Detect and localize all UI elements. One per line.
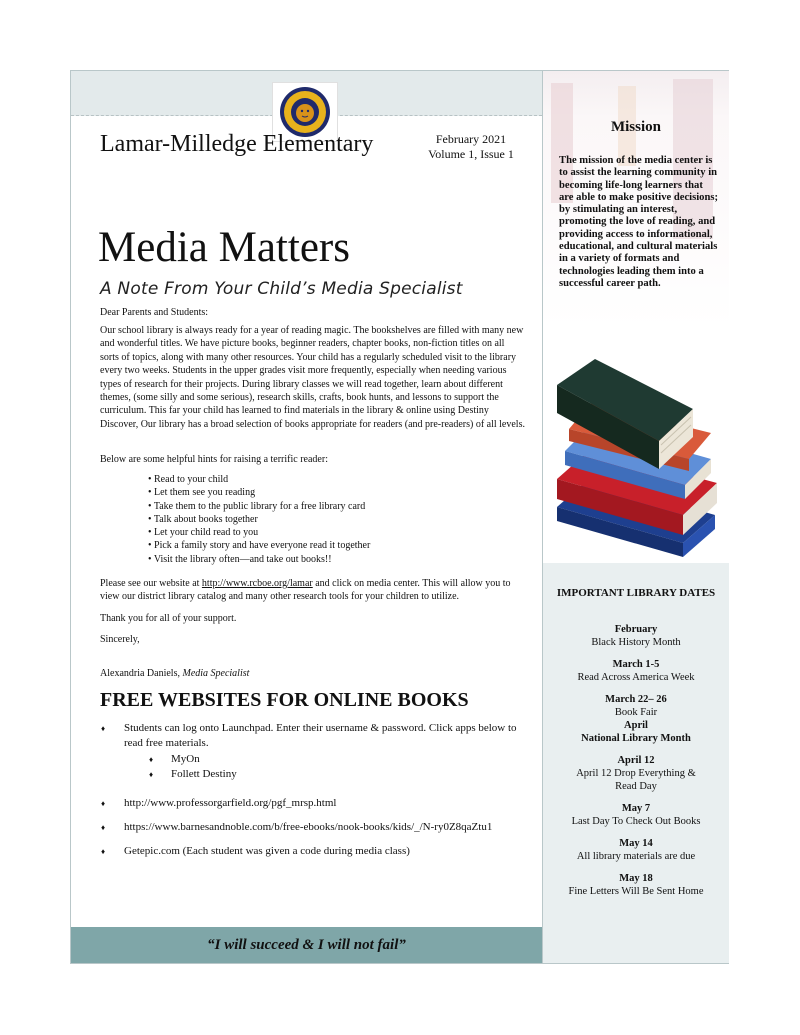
dates-title: IMPORTANT LIBRARY DATES [556, 587, 716, 599]
date-label: May 7 [621, 803, 651, 814]
dates-list [549, 623, 723, 907]
list-item [97, 796, 527, 811]
date-entry [549, 802, 723, 828]
list-item [124, 752, 527, 767]
issue-volume: Volume 1, Issue 1 [428, 147, 514, 161]
website-text-before: Please see our website at [100, 578, 202, 589]
date-entry [549, 693, 723, 719]
intro-paragraph: Our school library is always ready for a year of reading magic. The bookshelves are filled with many new and wonderful titles. We have picture books, beginner readers, chapter books, non-fiction titles on all sorts of topics, along with many other resources. Your child has a regularly scheduled visit to the library every two weeks. Students in the upper grades visit more frequently, especially when needing various types of research for their projects. During library classes we will read together, learn about different themes, (some silly and some serious), research skills, crafts, book hunts, and lessons to support the curriculum. This far your child has learned to find materials in the library & online using Destiny Discover, Our library has a broad selection of books appropriate for readers (and pre-readers) of all levels. [100, 325, 525, 430]
barnes-noble-link[interactable]: https://www.barnesandnoble.com/b/free-ebooks/nook-books/kids/_/N-ry0Z8qaZtu1 [124, 821, 493, 833]
date-label: May 18 [619, 873, 653, 884]
signature-name: Alexandria Daniels, [100, 668, 183, 679]
school-name: Lamar-Milledge Elementary [100, 131, 374, 157]
date-label: March 1-5 [612, 659, 660, 670]
date-event: All library materials are due [576, 851, 696, 862]
date-label: May 14 [619, 838, 653, 849]
date-event: Fine Letters Will Be Sent Home [568, 886, 704, 897]
list-item: • Read to your child [148, 473, 370, 486]
list-item: • Pick a family story and have everyone read it together [148, 539, 370, 552]
list-item [97, 721, 527, 782]
newsletter-title: Media Matters [98, 224, 350, 271]
issue-date: February 2021 [435, 132, 507, 146]
date-label: April [624, 720, 648, 731]
date-event: Read Across America Week [577, 672, 695, 683]
signature [100, 667, 525, 680]
list-item [97, 844, 527, 859]
diamond-bullet-icon: ♦ [149, 755, 154, 764]
issue-info [411, 132, 531, 162]
hints-list [148, 473, 370, 566]
getepic-text: Getepic.com (Each student was given a code during media class) [124, 845, 410, 857]
books-stack-image [543, 329, 729, 563]
date-event: Book Fair [614, 707, 658, 718]
diamond-bullet-icon: ♦ [101, 799, 106, 808]
newsletter-page [70, 70, 729, 964]
date-entry [549, 623, 723, 649]
quote-text: “I will succeed & I will not fail” [207, 936, 406, 953]
diamond-bullet-icon: ♦ [101, 724, 106, 733]
website-link[interactable]: http://www.rcboe.org/lamar [201, 578, 313, 589]
date-entry [549, 837, 723, 863]
quote-banner [71, 927, 542, 963]
newsletter-subtitle: A Note From Your Child’s Media Specialist [100, 279, 463, 299]
mission-box [543, 71, 729, 329]
list-item: • Visit the library often—and take out books!! [148, 553, 370, 566]
diamond-bullet-icon: ♦ [101, 847, 106, 856]
mission-text: The mission of the media center is to assist the learning community in becoming life-long learners that are able to make positive decisions; by stimulating an interest, promoting the love of reading, and providing access to informational, educational, and cultural materials in a variety of formats and technologies leading them into a successful career path. [559, 155, 718, 289]
date-entry [549, 754, 723, 793]
diamond-bullet-icon: ♦ [149, 770, 154, 779]
date-event: Last Day To Check Out Books [571, 816, 701, 827]
launchpad-text: Students can log onto Launchpad. Enter their username & password. Click apps below to read free materials. [124, 722, 517, 749]
date-label: March 22– 26 [605, 694, 667, 705]
diamond-bullet-icon: ♦ [101, 823, 106, 832]
date-label: February [614, 624, 658, 635]
professor-garfield-link[interactable]: http://www.professorgarfield.org/pgf_mrsp.html [124, 797, 337, 809]
free-websites-heading: FREE WEBSITES FOR ONLINE BOOKS [100, 689, 469, 711]
signature-role: Media Specialist [182, 668, 250, 679]
book-stack-icon [543, 329, 729, 563]
myon-text: MyOn [171, 753, 200, 765]
website-text-after: and click on media center. This will allow you to view our district library catalog and many other research tools for your children to utilize. [100, 578, 511, 603]
mission-title: Mission [610, 119, 661, 135]
thanks-line: Thank you for all of your support. [100, 613, 237, 624]
free-websites-list [97, 721, 527, 859]
sub-list [124, 752, 527, 782]
list-item: • Take them to the public library for a free library card [148, 500, 370, 513]
list-item: • Talk about books together [148, 513, 370, 526]
hints-intro: Below are some helpful hints for raising a terrific reader: [100, 454, 328, 465]
date-label: April 12 [617, 755, 655, 766]
date-entry [549, 872, 723, 898]
date-event: April 12 Drop Everything & Read Day [576, 768, 696, 792]
date-entry [549, 658, 723, 684]
list-item [97, 820, 527, 835]
sidebar [542, 71, 729, 963]
list-item: • Let them see you reading [148, 486, 370, 499]
sincerely-line: Sincerely, [100, 634, 140, 645]
date-event: Black History Month [591, 637, 681, 648]
date-event: National Library Month [581, 733, 691, 744]
greeting: Dear Parents and Students: [100, 307, 209, 318]
main-column [71, 71, 542, 963]
list-item [124, 767, 527, 782]
follett-text: Follett Destiny [171, 768, 237, 780]
website-paragraph [100, 577, 525, 604]
date-entry [549, 719, 723, 745]
list-item: • Let your child read to you [148, 526, 370, 539]
